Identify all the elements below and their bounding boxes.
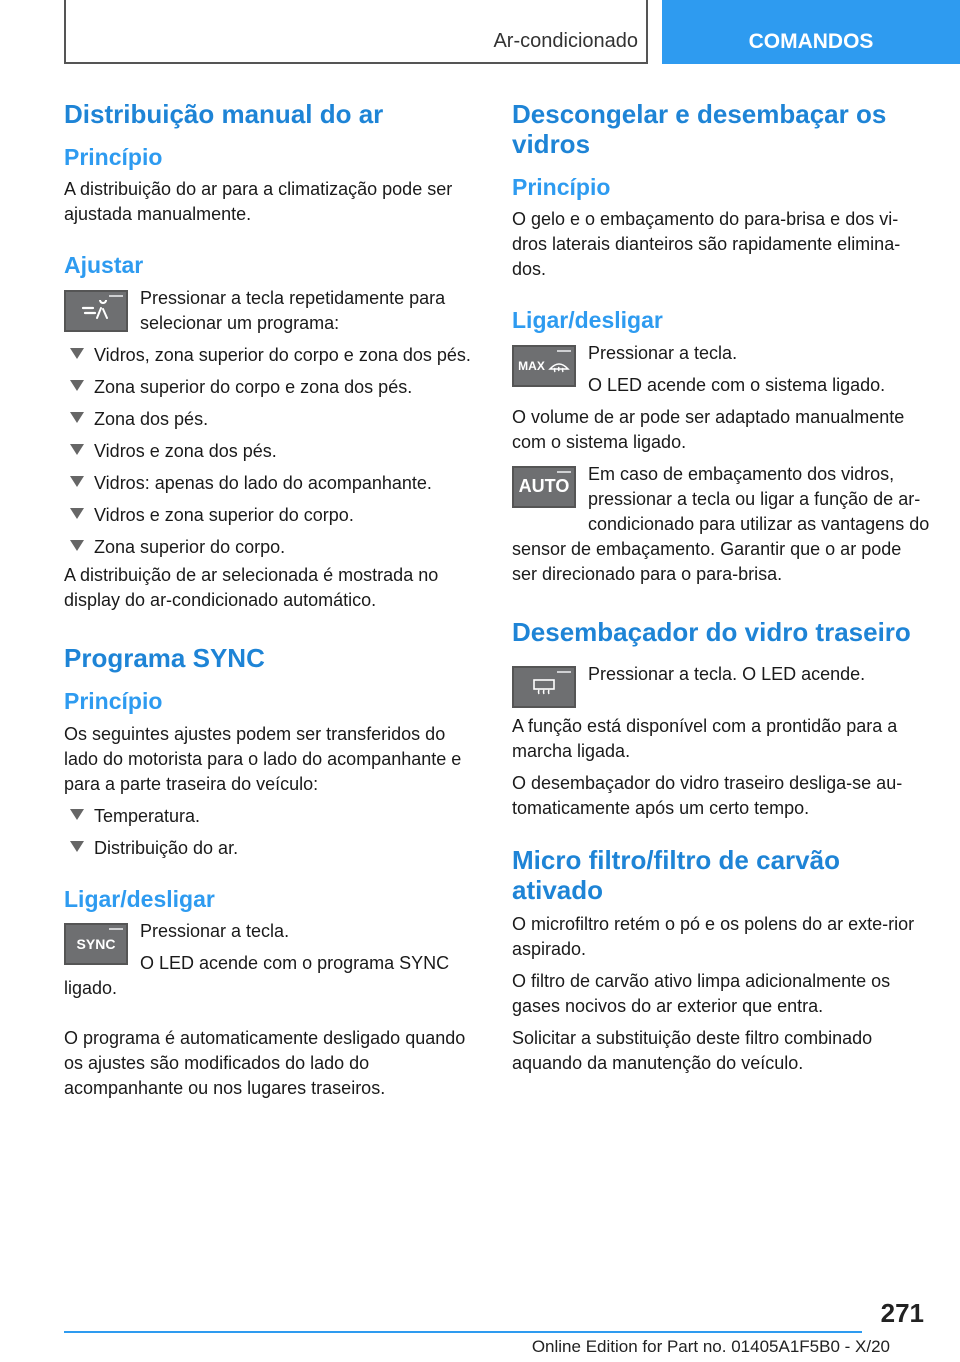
key-instruction-text: Pressionar a tecla. <box>588 342 738 363</box>
section-title-microfilter: Micro filtro/filtro de carvão ativado <box>512 844 840 905</box>
paragraph: Os seguintes ajustes podem ser transferidos do lado do motorista para o lado do acompanhante e para a parte traseira do veículo: <box>64 723 462 794</box>
page-number: 271 <box>880 1298 924 1328</box>
triangle-bullet-icon <box>70 476 84 487</box>
subheading-on-off: Ligar/desligar <box>512 307 663 334</box>
paragraph: O desembaçador do vidro traseiro desliga-se au-tomaticamente após um certo tempo. <box>512 772 903 818</box>
section-title-sync-program: Programa SYNC <box>64 643 265 674</box>
key-instruction <box>64 919 476 1001</box>
subheading-principle: Princípio <box>64 687 163 714</box>
list-item: Zona superior do corpo e zona dos pés. <box>64 375 476 400</box>
key-instruction-text: Em caso de embaçamento dos vidros, pressionar a tecla ou ligar a função de ar-condicionado para utilizar as vantagens do sensor de embaçamento. Garantir que o ar pode ser direcionado para o para-brisa. <box>512 463 930 584</box>
footer-divider <box>64 1331 862 1333</box>
subheading-adjust: Ajustar <box>64 252 144 279</box>
key-instruction <box>512 662 930 714</box>
key-instruction-text: Pressionar a tecla. <box>140 921 290 942</box>
left-column <box>64 100 476 1108</box>
section-title-rear-window-defroster: Desembaçador do vidro traseiro <box>512 616 911 647</box>
rear-defroster-key-icon <box>512 666 576 708</box>
key-instruction-text: O LED acende com o programa SYNC ligado. <box>64 953 450 999</box>
subheading-principle: Princípio <box>512 173 611 200</box>
sync-key-icon: SYNC <box>64 923 128 965</box>
air-distribution-key-icon <box>64 290 128 332</box>
triangle-bullet-icon <box>70 540 84 551</box>
paragraph: O filtro de carvão ativo limpa adicionalmente os gases nocivos do ar exterior que entra. <box>512 970 891 1016</box>
paragraph: Solicitar a substituição deste filtro combinado aquando da manutenção do veículo. <box>512 1027 873 1073</box>
key-instruction-text: Pressionar a tecla repetidamente para selecionar um programa: <box>140 288 446 334</box>
right-column <box>512 100 930 1083</box>
auto-key-icon: AUTO <box>512 466 576 508</box>
list-item: Distribuição do ar. <box>64 836 476 861</box>
paragraph: O microfiltro retém o pó e os polens do ar exte-rior aspirado. <box>512 913 915 959</box>
triangle-bullet-icon <box>70 412 84 423</box>
paragraph: A função está disponível com a prontidão para a marcha ligada. <box>512 715 898 761</box>
list-item: Zona dos pés. <box>64 407 476 432</box>
list-item: Temperatura. <box>64 804 476 829</box>
key-instruction <box>512 462 930 587</box>
triangle-bullet-icon <box>70 809 84 820</box>
triangle-bullet-icon <box>70 841 84 852</box>
triangle-bullet-icon <box>70 380 84 391</box>
key-instruction-text: Pressionar a tecla. O LED acende. <box>588 663 866 684</box>
list-item: Zona superior do corpo. <box>64 535 476 560</box>
distribution-program-list <box>64 343 476 560</box>
list-item: Vidros e zona superior do corpo. <box>64 503 476 528</box>
paragraph: O gelo e o embaçamento do para-brisa e dos vi-dros laterais dianteiros são rapidamente elimina-dos. <box>512 209 901 280</box>
list-item: Vidros, zona superior do corpo e zona dos pés. <box>64 343 476 368</box>
triangle-bullet-icon <box>70 508 84 519</box>
key-instruction-text: O LED acende com o sistema ligado. <box>588 374 886 395</box>
paragraph: A distribuição de ar selecionada é mostrada no display do ar-condicionado automático. <box>64 565 439 611</box>
list-item: Vidros: apenas do lado do acompanhante. <box>64 471 476 496</box>
footer-edition-text: Online Edition for Part no. 01405A1F5B0 - X/20 <box>531 1337 890 1356</box>
paragraph: O programa é automaticamente desligado quando os ajustes são modificados do lado do acompanhante ou nos lugares traseiros. <box>64 1028 466 1099</box>
subheading-principle: Princípio <box>64 143 163 170</box>
paragraph: A distribuição do ar para a climatização pode ser ajustada manualmente. <box>64 179 453 225</box>
key-instruction <box>512 341 930 405</box>
sync-settings-list <box>64 804 476 861</box>
paragraph: O volume de ar pode ser adaptado manualmente com o sistema ligado. <box>512 406 905 452</box>
max-defrost-key-icon: MAX <box>512 345 576 387</box>
triangle-bullet-icon <box>70 348 84 359</box>
header-section-title: Ar-condicionado <box>493 30 638 52</box>
header-chapter-tab: COMANDOS <box>662 0 960 64</box>
triangle-bullet-icon <box>70 444 84 455</box>
section-title-defrost-demist: Descongelar e desembaçar os vidros <box>512 99 887 159</box>
list-item: Vidros e zona dos pés. <box>64 439 476 464</box>
subheading-on-off: Ligar/desligar <box>64 885 215 912</box>
section-title-manual-air-distribution: Distribuição manual do ar <box>64 99 384 129</box>
key-instruction <box>64 286 476 343</box>
